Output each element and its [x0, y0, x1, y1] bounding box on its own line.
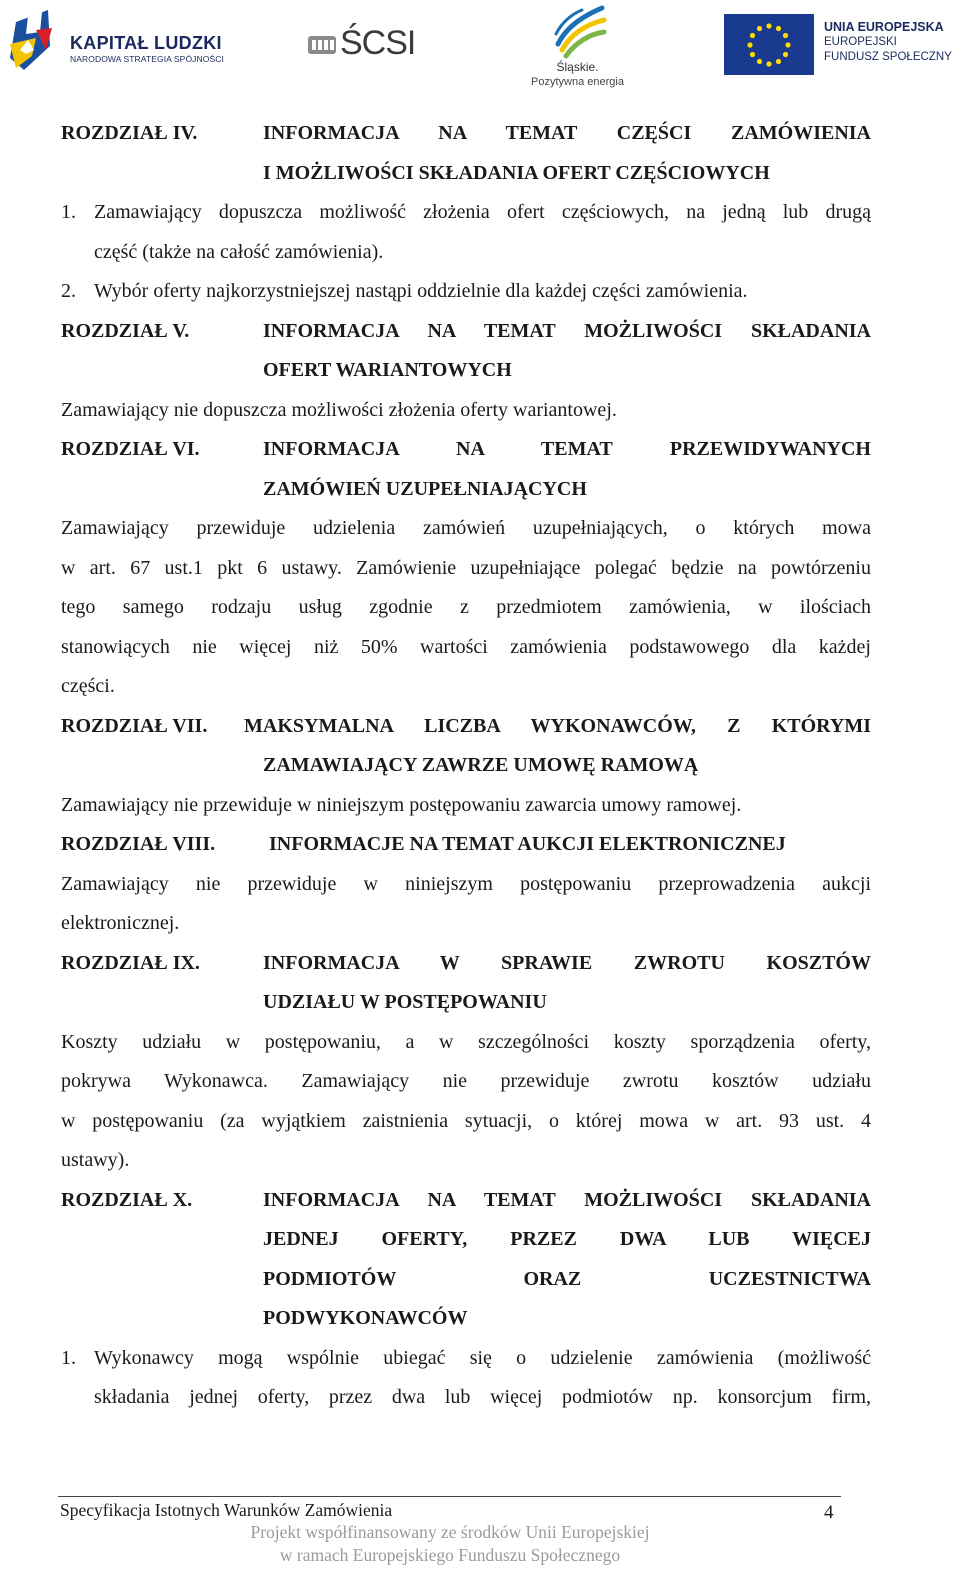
paragraph-text: Zamawiający przewiduje udzielenia zamówień uzupełniających, o których mowa — [61, 517, 871, 539]
paragraph-line — [61, 588, 871, 628]
paragraph-line — [61, 1141, 871, 1181]
paragraph-line — [61, 549, 871, 589]
page-number: 4 — [824, 1502, 834, 1523]
paragraph-line — [61, 786, 871, 826]
chapter-ix-title-line1: INFORMACJA W SPRAWIE ZWROTU KOSZTÓW — [263, 951, 871, 974]
chapter-x-title-line2: JEDNEJ OFERTY, PRZEZ DWA LUB WIĘCEJ — [263, 1228, 871, 1250]
chapter-x-title-line1: INFORMACJA NA TEMAT MOŻLIWOŚCI SKŁADANIA — [263, 1188, 871, 1211]
paragraph-text: pokrywa Wykonawca. Zamawiający nie przewiduje zwrotu kosztów udziału — [61, 1070, 871, 1092]
list-item-text: Wykonawcy mogą wspólnie ubiegać się o udzielenie zamówienia (możliwość — [94, 1346, 871, 1369]
kapital-ludzki-title: KAPITAŁ LUDZKI — [70, 33, 222, 53]
chapter-iv-title-line2: I MOŻLIWOŚCI SKŁADANIA OFERT CZĘŚCIOWYCH — [263, 161, 770, 184]
paragraph-text: Zamawiający nie przewiduje w niniejszym postępowaniu przeprowadzenia aukcji — [61, 872, 871, 895]
scsi-emblem-icon — [306, 28, 340, 60]
kapital-ludzki-logo — [6, 10, 246, 80]
chapter-vii-heading-line1 — [61, 707, 871, 747]
list-item-number: 1. — [61, 1346, 76, 1369]
paragraph-line — [61, 1023, 871, 1063]
chapter-x-label: ROZDZIAŁ X. — [61, 1188, 193, 1211]
footer-cofinance-line1: Projekt współfinansowany ze środków Unii Europejskiej — [250, 1522, 650, 1542]
paragraph-text: Koszty udziału w postępowaniu, a w szczególności koszty sporządzenia oferty, — [61, 1030, 871, 1053]
paragraph-line — [61, 865, 871, 905]
list-item-text: składania jednej oferty, przez dwa lub więcej podmiotów np. konsorcjum firm, — [94, 1386, 871, 1408]
chapter-vi-heading-line1 — [61, 430, 871, 470]
paragraph-line — [61, 391, 871, 431]
footer-cofinance-line2: w ramach Europejskiego Funduszu Społecznego — [279, 1545, 621, 1565]
chapter-iv-label: ROZDZIAŁ IV. — [61, 122, 198, 144]
chapter-viii-title-line1: INFORMACJE NA TEMAT AUKCJI ELEKTRONICZNEJ — [269, 833, 786, 855]
slaskie-tagline: Pozytywna energia — [531, 76, 624, 88]
list-item — [61, 1339, 871, 1379]
paragraph-text: w postępowaniu (za wyjątkiem zaistnienia sytuacji, o której mowa w art. 93 ust. 4 — [61, 1109, 871, 1132]
paragraph-line — [61, 628, 871, 668]
scsi-logo-text: ŚCSI — [340, 24, 416, 62]
chapter-x-heading-line2 — [61, 1220, 871, 1260]
chapter-vi-title-line1: INFORMACJA NA TEMAT PRZEWIDYWANYCH — [263, 438, 871, 460]
list-item-number: 1. — [61, 201, 76, 223]
chapter-v-title-line2: OFERT WARIANTOWYCH — [263, 359, 512, 381]
footer-divider — [58, 1496, 841, 1497]
paragraph-text: Zamawiający nie przewiduje w niniejszym postępowaniu zawarcia umowy ramowej. — [61, 793, 742, 816]
chapter-ix-label: ROZDZIAŁ IX. — [61, 951, 200, 974]
document-body — [61, 114, 871, 1418]
chapter-vi-title-line2: ZAMÓWIEŃ UZUPEŁNIAJĄCYCH — [263, 477, 587, 500]
paragraph-text: Zamawiający nie dopuszcza możliwości złożenia oferty wariantowej. — [61, 398, 617, 421]
paragraph-line — [61, 1102, 871, 1142]
list-item-continuation — [61, 1378, 871, 1418]
chapter-vii-label: ROZDZIAŁ VII. — [61, 714, 208, 737]
list-item-text: część (także na całość zamówienia). — [94, 240, 384, 263]
paragraph-text: elektronicznej. — [61, 912, 180, 934]
kapital-ludzki-emblem-icon — [6, 10, 66, 80]
chapter-viii-heading-line1 — [61, 825, 871, 865]
paragraph-line — [61, 904, 871, 944]
list-item-number: 2. — [61, 280, 76, 302]
chapter-iv-heading-line2 — [61, 154, 871, 194]
list-item-text: Zamawiający dopuszcza możliwość złożenia ofert częściowych, na jedną lub drugą — [94, 201, 871, 223]
list-item — [61, 272, 871, 312]
paragraph-line — [61, 509, 871, 549]
list-item-text: Wybór oferty najkorzystniejszej nastąpi oddzielnie dla każdej części zamówienia. — [94, 280, 748, 302]
kapital-ludzki-subtitle: NARODOWA STRATEGIA SPÓJNOŚCI — [70, 54, 224, 64]
chapter-ix-heading-line2 — [61, 983, 871, 1023]
chapter-vii-title-line1: MAKSYMALNA LICZBA WYKONAWCÓW, Z KTÓRYMI — [244, 714, 871, 737]
slaskie-name: Śląskie. — [556, 60, 599, 74]
chapter-vii-heading-line2 — [61, 746, 871, 786]
eu-logo — [724, 12, 956, 78]
paragraph-text: tego samego rodzaju usług zgodnie z przedmiotem zamówienia, w ilościach — [61, 596, 871, 618]
chapter-x-title-line3: PODMIOTÓW ORAZ UCZESTNICTWA — [263, 1267, 871, 1290]
chapter-ix-heading-line1 — [61, 944, 871, 984]
chapter-viii-label: ROZDZIAŁ VIII. — [61, 833, 216, 855]
chapter-v-title-line1: INFORMACJA NA TEMAT MOŻLIWOŚCI SKŁADANIA — [263, 319, 871, 342]
eu-logo-line2: EUROPEJSKI — [824, 36, 897, 48]
chapter-v-heading-line2 — [61, 351, 871, 391]
chapter-ix-title-line2: UDZIAŁU W POSTĘPOWANIU — [263, 991, 547, 1013]
paragraph-text: ustawy). — [61, 1149, 130, 1171]
scsi-logo — [306, 24, 441, 64]
paragraph-text: części. — [61, 675, 115, 697]
chapter-x-heading-line3 — [61, 1260, 871, 1300]
slaskie-swirl-icon — [548, 4, 608, 60]
footer-document-title: Specyfikacja Istotnych Warunków Zamówienia — [60, 1500, 393, 1520]
eu-flag-icon — [724, 14, 814, 75]
header-logos — [0, 0, 960, 100]
eu-logo-line3: FUNDUSZ SPOŁECZNY — [824, 51, 952, 63]
paragraph-line — [61, 1062, 871, 1102]
chapter-v-label: ROZDZIAŁ V. — [61, 319, 190, 342]
chapter-vi-label: ROZDZIAŁ VI. — [61, 438, 200, 460]
list-item — [61, 193, 871, 233]
chapter-iv-title-line1: INFORMACJA NA TEMAT CZĘŚCI ZAMÓWIENIA — [263, 122, 871, 144]
chapter-iv-heading-line1 — [61, 114, 871, 154]
list-item-continuation — [61, 233, 871, 273]
paragraph-line — [61, 667, 871, 707]
eu-logo-line1: UNIA EUROPEJSKA — [824, 20, 944, 34]
chapter-x-title-line4: PODWYKONAWCÓW — [263, 1307, 468, 1329]
chapter-v-heading-line1 — [61, 312, 871, 352]
chapter-vi-heading-line2 — [61, 470, 871, 510]
slaskie-logo — [520, 2, 635, 94]
chapter-vii-title-line2: ZAMAWIAJĄCY ZAWRZE UMOWĘ RAMOWĄ — [263, 754, 699, 776]
paragraph-text: stanowiących nie więcej niż 50% wartości zamówienia podstawowego dla każdej — [61, 635, 871, 658]
paragraph-text: w art. 67 ust.1 pkt 6 ustawy. Zamówienie uzupełniające polegać będzie na powtórzeniu — [61, 556, 871, 579]
chapter-x-heading-line1 — [61, 1181, 871, 1221]
chapter-x-heading-line4 — [61, 1299, 871, 1339]
